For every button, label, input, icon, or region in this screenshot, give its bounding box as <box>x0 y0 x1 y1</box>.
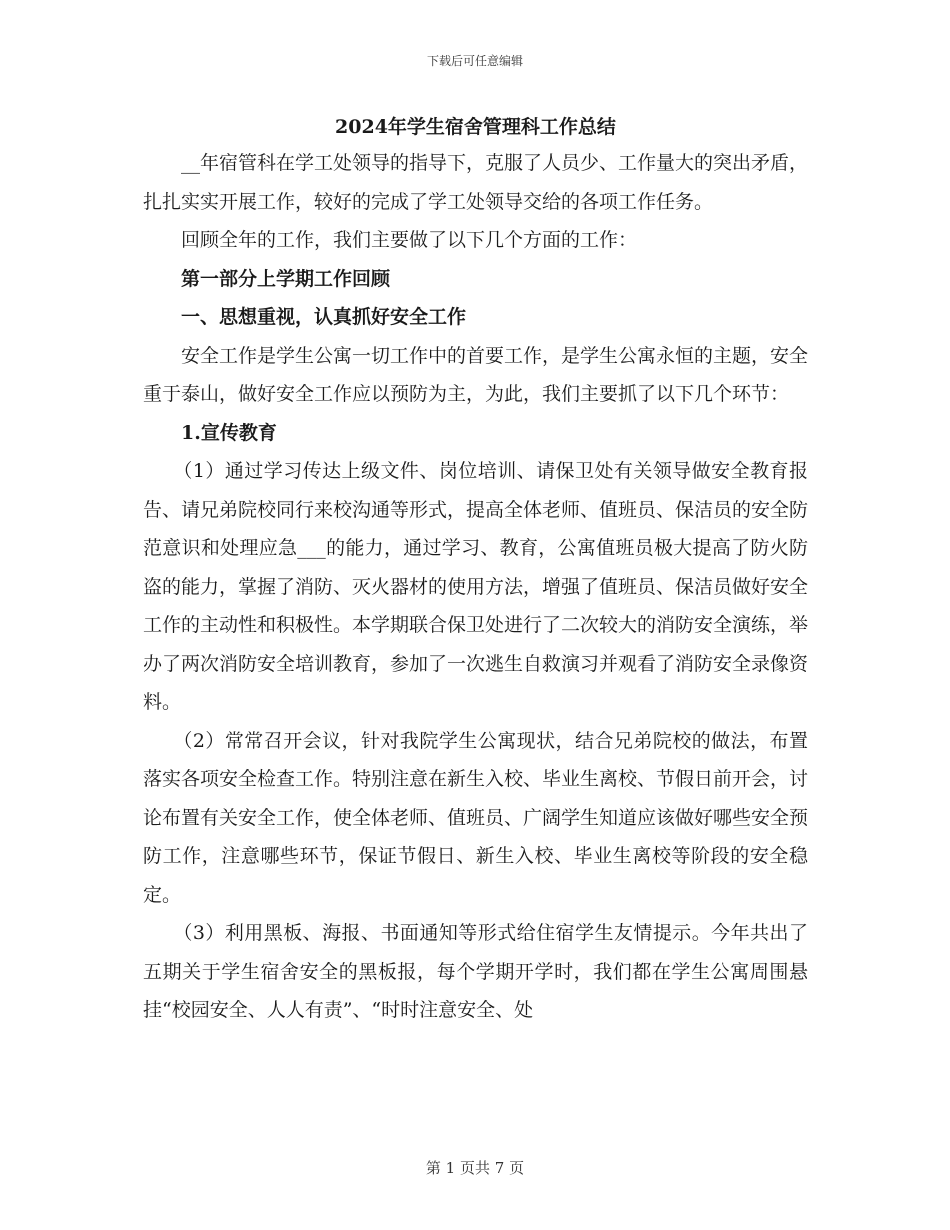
page-footer: 第 1 页共 7 页 <box>425 1159 525 1177</box>
item-paragraph-2: （2）常常召开会议，针对我院学生公寓现状，结合兄弟院校的做法，布置落实各项安全检查工作。特别注意在新生入校、毕业生离校、节假日前开会，讨论布置有关安全工作，使全体老师、值班员、广阔学生知道应该做好哪些安全预防工作，注意哪些环节，保证节假日、新生入校、毕业生离校等阶段的安全稳定。 <box>143 729 809 906</box>
part-heading: 第一部分上学期工作回顾 <box>181 267 391 290</box>
review-paragraph: 回顾全年的工作，我们主要做了以下几个方面的工作： <box>181 229 638 251</box>
document-title: 2024年学生宿舍管理科工作总结 <box>335 116 616 138</box>
subsection-heading: 1.宣传教育 <box>181 421 277 444</box>
item-paragraph-1: （1）通过学习传达上级文件、岗位培训、请保卫处有关领导做安全教育报告、请兄弟院校同行来校沟通等形式，提高全体老师、值班员、保洁员的安全防范意识和处理应急___的能力，通过学习、教育，公寓值班员极大提高了防火防盗的能力，掌握了消防、灭火器材的使用方法，增强了值班员、保洁员做好安全工作的主动性和积极性。本学期联合保卫处进行了二次较大的消防安全演练，举办了两次消防安全培训教育，参加了一次逃生自救演习并观看了消防安全录像资料。 <box>143 460 809 713</box>
page-header: 下载后可任意编辑 <box>426 54 523 68</box>
intro-paragraph: __年宿管科在学工处领导的指导下，克服了人员少、工作量大的突出矛盾，扎扎实实开展工作，较好的完成了学工处领导交给的各项工作任务。 <box>143 152 809 213</box>
section-intro-paragraph: 安全工作是学生公寓一切工作中的首要工作，是学生公寓永恒的主题，安全重于泰山，做好安全工作应以预防为主，为此，我们主要抓了以下几个环节： <box>143 344 809 405</box>
section-heading: 一、思想重视，认真抓好安全工作 <box>181 306 467 328</box>
item-paragraph-3: （3）利用黑板、海报、书面通知等形式给住宿学生友情提示。今年共出了五期关于学生宿舍安全的黑板报，每个学期开学时，我们都在学生公寓周围悬挂“校园安全、人人有责”、“时时注意安全、处 <box>143 922 808 1021</box>
document-body <box>143 112 808 1030</box>
